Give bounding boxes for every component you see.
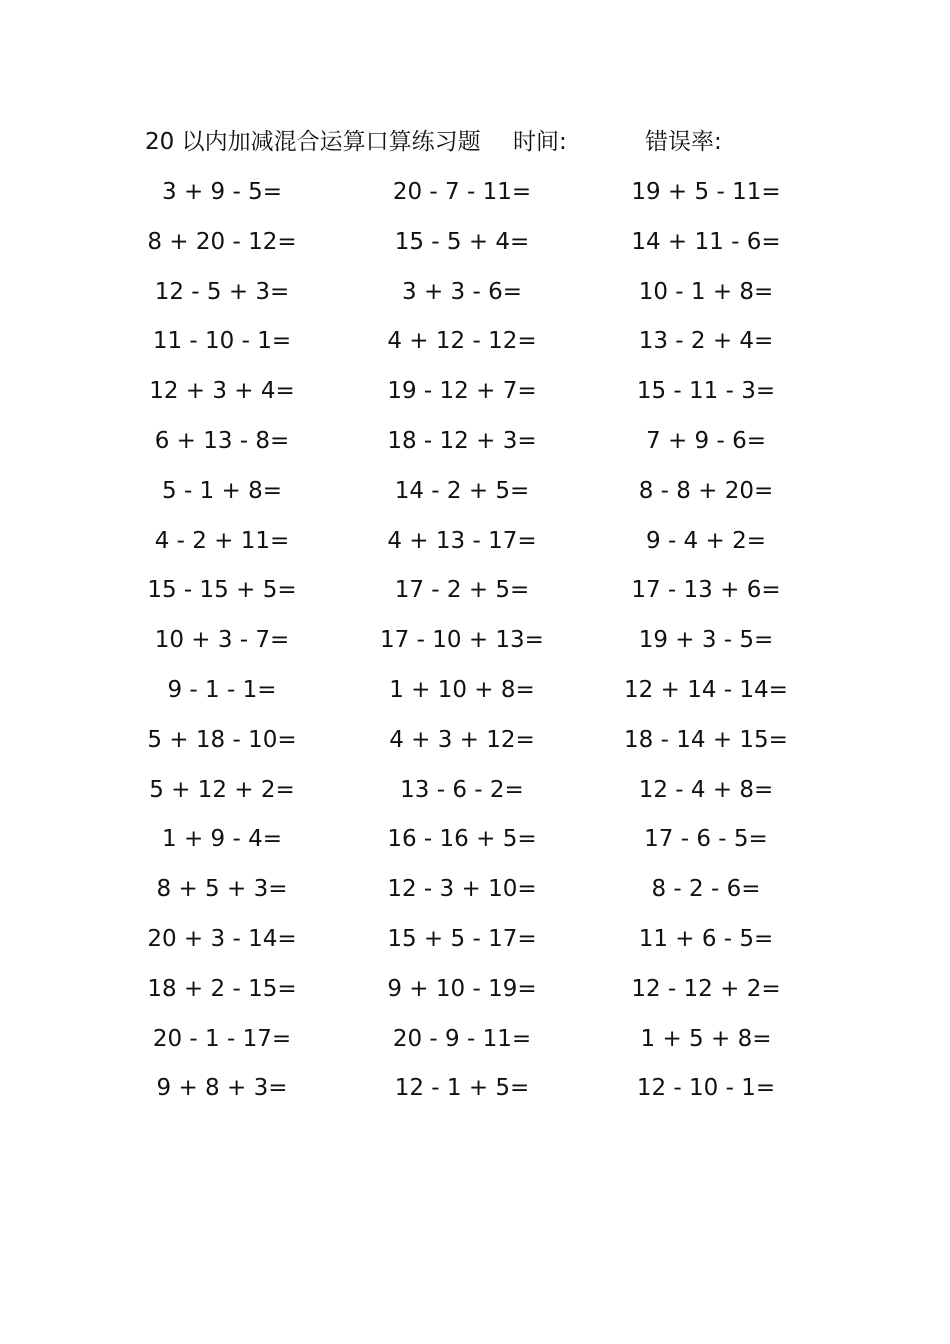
problem-item: 19 - 12 + 7= [387,378,537,405]
problem-item: 13 - 6 - 2= [400,776,524,803]
problem-item: 10 + 3 - 7= [154,627,290,654]
problem-row [0,521,950,571]
problem-row [0,570,950,620]
problem-item: 17 - 2 + 5= [394,577,530,604]
problem-item: 9 - 1 - 1= [167,676,277,703]
problem-row [0,172,950,222]
problem-row [0,222,950,272]
problem-item: 14 + 11 - 6= [631,228,781,255]
problem-item: 3 + 9 - 5= [162,179,282,205]
worksheet-header [145,126,845,158]
problem-item: 15 - 15 + 5= [147,577,297,604]
problem-item: 18 + 2 - 15= [147,975,297,1002]
problem-item: 1 + 10 + 8= [389,676,535,703]
problem-item: 17 - 6 - 5= [644,826,768,853]
problem-item: 7 + 9 - 6= [646,427,766,454]
problem-row [0,919,950,969]
problem-item: 4 + 13 - 17= [387,527,537,554]
problem-row [0,272,950,322]
error-rate-label: 错误率: [645,129,722,155]
problem-item: 9 + 10 - 19= [387,975,537,1002]
problem-item: 4 + 12 - 12= [387,328,537,355]
problem-item: 5 + 18 - 10= [147,726,297,753]
problem-item: 17 - 13 + 6= [631,577,781,604]
problem-row [0,670,950,720]
problem-item: 16 - 16 + 5= [387,826,537,853]
problem-item: 20 - 1 - 17= [152,1025,292,1052]
problem-item: 14 - 2 + 5= [394,477,530,504]
problem-item: 3 + 3 - 6= [402,278,522,305]
problem-item: 8 - 2 - 6= [651,876,761,903]
problem-item: 20 + 3 - 14= [147,925,297,952]
problem-item: 8 - 8 + 20= [638,477,774,504]
problem-item: 12 - 10 - 1= [636,1075,776,1102]
problem-item: 19 + 5 - 11= [631,179,781,205]
problem-row [0,819,950,869]
problem-item: 20 - 9 - 11= [392,1025,532,1052]
problem-row [0,770,950,820]
problem-item: 11 + 6 - 5= [638,925,774,952]
problem-item: 8 + 5 + 3= [156,876,288,903]
problem-item: 5 - 1 + 8= [162,477,282,504]
problem-grid [0,172,950,1118]
problem-item: 12 - 5 + 3= [154,278,290,305]
problem-row [0,471,950,521]
problem-item: 4 + 3 + 12= [389,726,535,753]
worksheet-title: 20 以内加减混合运算口算练习题 [145,129,481,155]
problem-item: 18 - 12 + 3= [387,427,537,454]
problem-item: 5 + 12 + 2= [149,776,295,803]
problem-row [0,969,950,1019]
problem-item: 4 - 2 + 11= [154,527,290,554]
problem-row [0,421,950,471]
problem-row [0,1068,950,1118]
problem-item: 1 + 5 + 8= [640,1025,772,1052]
problem-item: 12 - 1 + 5= [394,1075,530,1102]
problem-item: 1 + 9 - 4= [162,826,282,853]
problem-item: 9 + 8 + 3= [156,1075,288,1102]
problem-row [0,620,950,670]
problem-item: 15 - 5 + 4= [394,228,530,255]
problem-row [0,371,950,421]
problem-item: 6 + 13 - 8= [154,427,290,454]
problem-row [0,321,950,371]
problem-item: 12 - 4 + 8= [638,776,774,803]
problem-item: 19 + 3 - 5= [638,627,774,654]
problem-item: 15 - 11 - 3= [636,378,776,405]
problem-item: 9 - 4 + 2= [646,527,766,554]
problem-item: 12 - 3 + 10= [387,876,537,903]
problem-item: 12 + 14 - 14= [624,676,788,703]
problem-item: 18 - 14 + 15= [624,726,788,753]
problem-item: 10 - 1 + 8= [638,278,774,305]
time-label: 时间: [513,129,567,155]
problem-item: 12 + 3 + 4= [149,378,295,405]
problem-row [0,1019,950,1069]
problem-item: 20 - 7 - 11= [392,179,532,205]
problem-item: 11 - 10 - 1= [152,328,292,355]
problem-row [0,869,950,919]
problem-item: 12 - 12 + 2= [631,975,781,1002]
problem-item: 8 + 20 - 12= [147,228,297,255]
problem-item: 17 - 10 + 13= [380,627,544,654]
problem-item: 15 + 5 - 17= [387,925,537,952]
problem-row [0,720,950,770]
problem-item: 13 - 2 + 4= [638,328,774,355]
